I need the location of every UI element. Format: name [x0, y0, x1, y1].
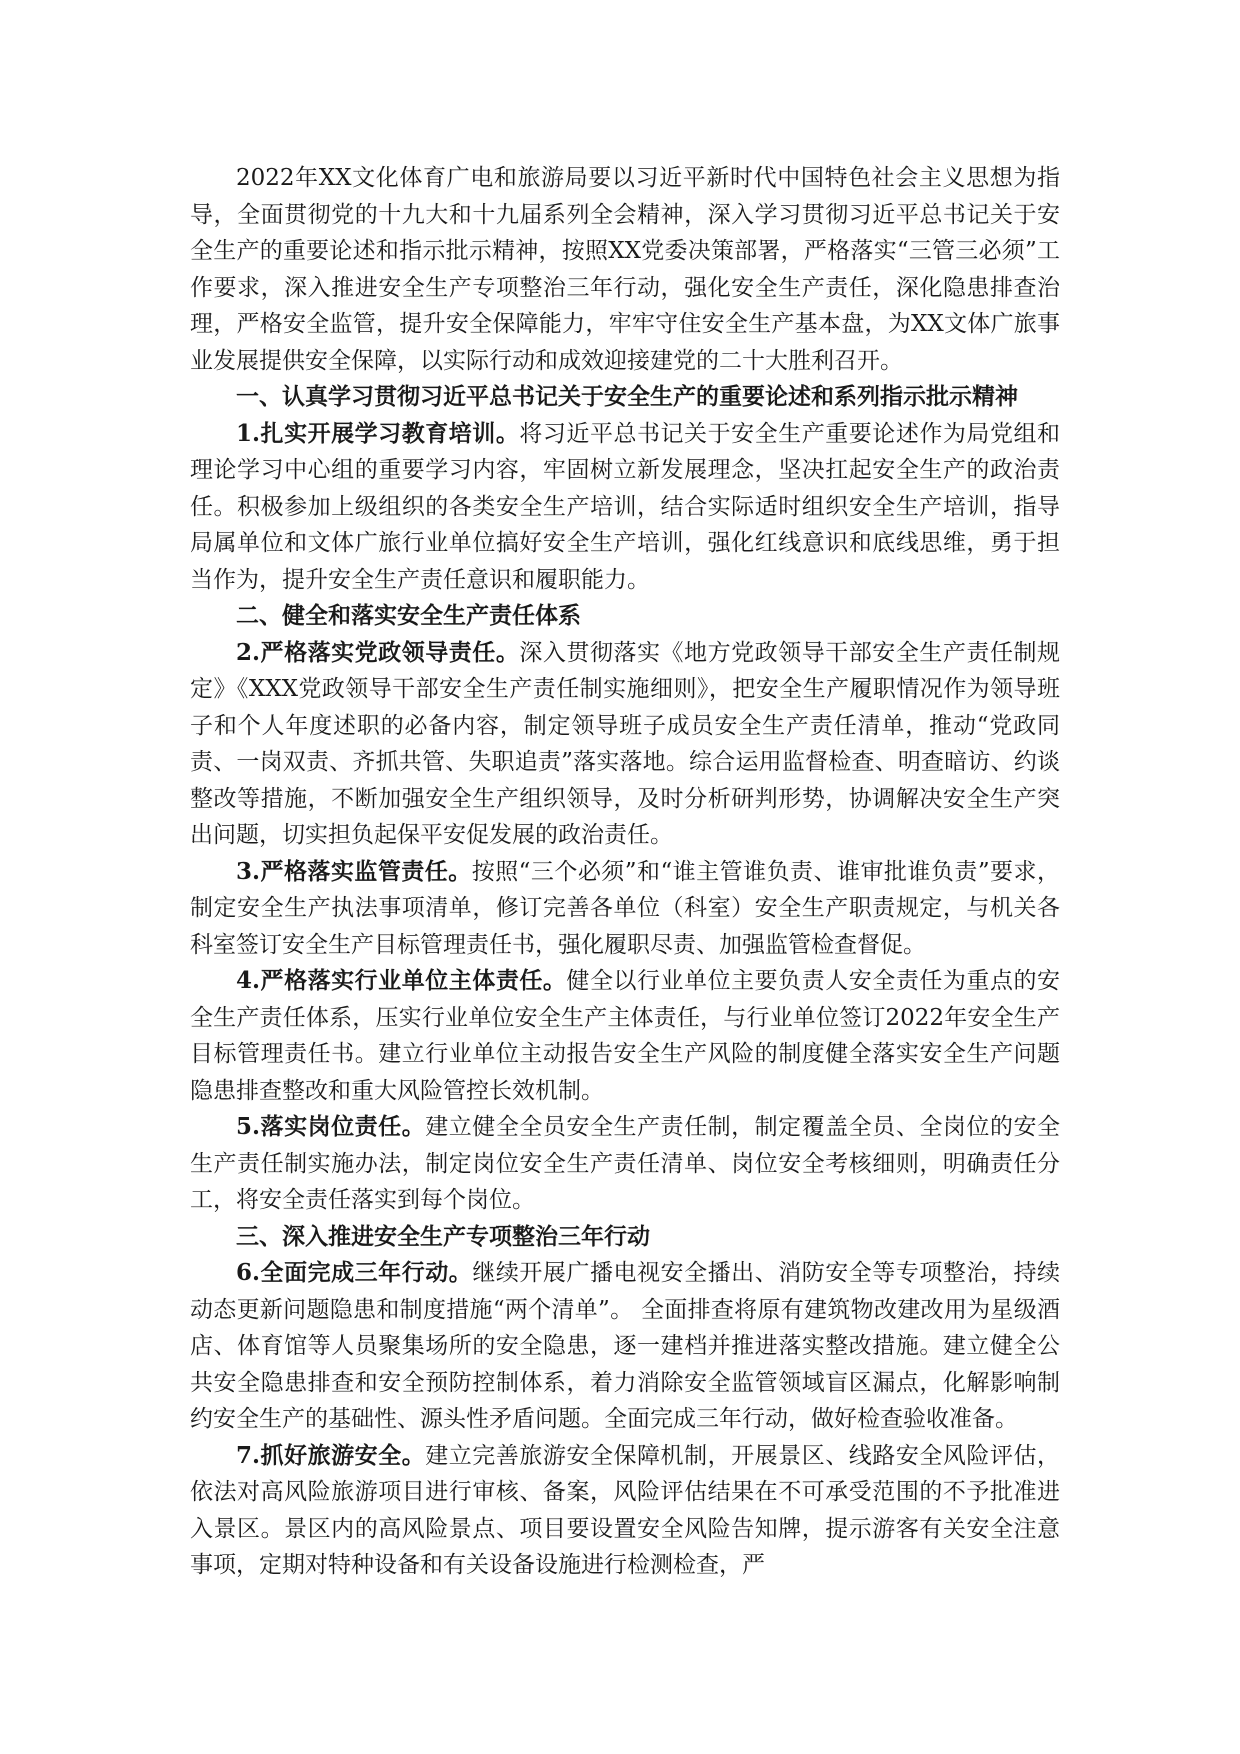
- item-1-paragraph: [190, 416, 1060, 599]
- item-1-body: 将习近平总书记关于安全生产重要论述作为局党组和理论学习中心组的重要学习内容，牢固树立新发展理念，坚决扛起安全生产的政治责任。积极参加上级组织的各类安全生产培训，结合实际适时组织安全生产培训，指导局属单位和文体广旅行业单位搞好安全生产培训，强化红线意识和底线思维，勇于担当作为，提升安全生产责任意识和履职能力。: [190, 420, 1060, 593]
- section-1-heading: 一、认真学习贯彻习近平总书记关于安全生产的重要论述和系列指示批示精神: [236, 383, 1018, 410]
- item-4-lead: 4.严格落实行业单位主体责任。: [236, 967, 567, 994]
- item-5-lead: 5.落实岗位责任。: [236, 1113, 426, 1140]
- item-3-lead: 3.严格落实监管责任。: [236, 857, 472, 885]
- item-5-body: 建立健全全员安全生产责任制，制定覆盖全员、全岗位的安全生产责任制实施办法，制定岗位安全生产责任清单、岗位安全考核细则，明确责任分工，将安全责任落实到每个岗位。: [190, 1114, 1061, 1213]
- item-1-lead: 1.扎实开展学习教育培训。: [236, 419, 520, 447]
- item-7-paragraph: [190, 1438, 1060, 1584]
- item-6-paragraph: [190, 1255, 1060, 1438]
- item-2-body: 深入贯彻落实《地方党政领导干部安全生产责任制规定》《XXX党政领导干部安全生产责任制实施细则》，把安全生产履职情况作为领导班子和个人年度述职的必备内容，制定领导班子成员安全生产责任清单，推动“党政同责、一岗双责、齐抓共管、失职追责”落实落地。综合运用监督检查、明查暗访、约谈整改等措施，不断加强安全生产组织领导，及时分析研判形势，协调解决安全生产突出问题，切实担负起保平安促发展的政治责任。: [190, 639, 1060, 848]
- item-3-paragraph: [190, 854, 1060, 964]
- section-2-heading: 二、健全和落实安全生产责任体系: [236, 602, 581, 629]
- intro-paragraph: 2022年XX文化体育广电和旅游局要以习近平新时代中国特色社会主义思想为指导，全面贯彻党的十九大和十九届系列全会精神，深入学习贯彻习近平总书记关于安全生产的重要论述和指示批示精神，按照XX党委决策部署，严格落实“三管三必须”工作要求，深入推进安全生产专项整治三年行动，强化安全生产责任，深化隐患排查治理，严格安全监管，提升安全保障能力，牢牢守住安全生产基本盘，为XX文体广旅事业发展提供安全保障，以实际行动和成效迎接建党的二十大胜利召开。: [190, 165, 1060, 374]
- item-2-paragraph: [190, 635, 1060, 854]
- item-3-body: 按照“三个必须”和“谁主管谁负责、谁审批谁负责”要求，制定安全生产执法事项清单，修订完善各单位（科室）安全生产职责规定，与机关各科室签订安全生产目标管理责任书，强化履职尽责、加强监管检查督促。: [190, 858, 1060, 958]
- item-4-paragraph: [190, 963, 1060, 1109]
- section-3-heading: 三、深入推进安全生产专项整治三年行动: [236, 1222, 650, 1250]
- item-4-body: 健全以行业单位主要负责人安全责任为重点的安全生产责任体系，压实行业单位安全生产主体责任，与行业单位签订2022年安全生产目标管理责任书。建立行业单位主动报告安全生产风险的制度健全落实安全生产问题隐患排查整改和重大风险管控长效机制。: [190, 968, 1061, 1104]
- item-6-body: 继续开展广播电视安全播出、消防安全等专项整治，持续动态更新问题隐患和制度措施“两个清单”。 全面排查将原有建筑物改建改用为星级酒店、体育馆等人员聚集场所的安全隐患，逐一建档并推进落实整改措施。建立健全公共安全隐患排查和安全预防控制体系，着力消除安全监管领域盲区漏点，化解影响制约安全生产的基础性、源头性矛盾问题。全面完成三年行动，做好检查验收准备。: [190, 1260, 1061, 1432]
- item-7-body: 建立完善旅游安全保障机制，开展景区、线路安全风险评估，依法对高风险旅游项目进行审核、备案，风险评估结果在不可承受范围的不予批准进入景区。景区内的高风险景点、项目要设置安全风险告知牌，提示游客有关安全注意事项，定期对特种设备和有关设备设施进行检测检查，严: [190, 1442, 1061, 1578]
- item-5-paragraph: [190, 1109, 1060, 1219]
- item-2-lead: 2.严格落实党政领导责任。: [236, 638, 520, 666]
- document-page: [190, 160, 1060, 1584]
- item-7-lead: 7.抓好旅游安全。: [236, 1441, 426, 1469]
- item-6-lead: 6.全面完成三年行动。: [236, 1259, 473, 1286]
